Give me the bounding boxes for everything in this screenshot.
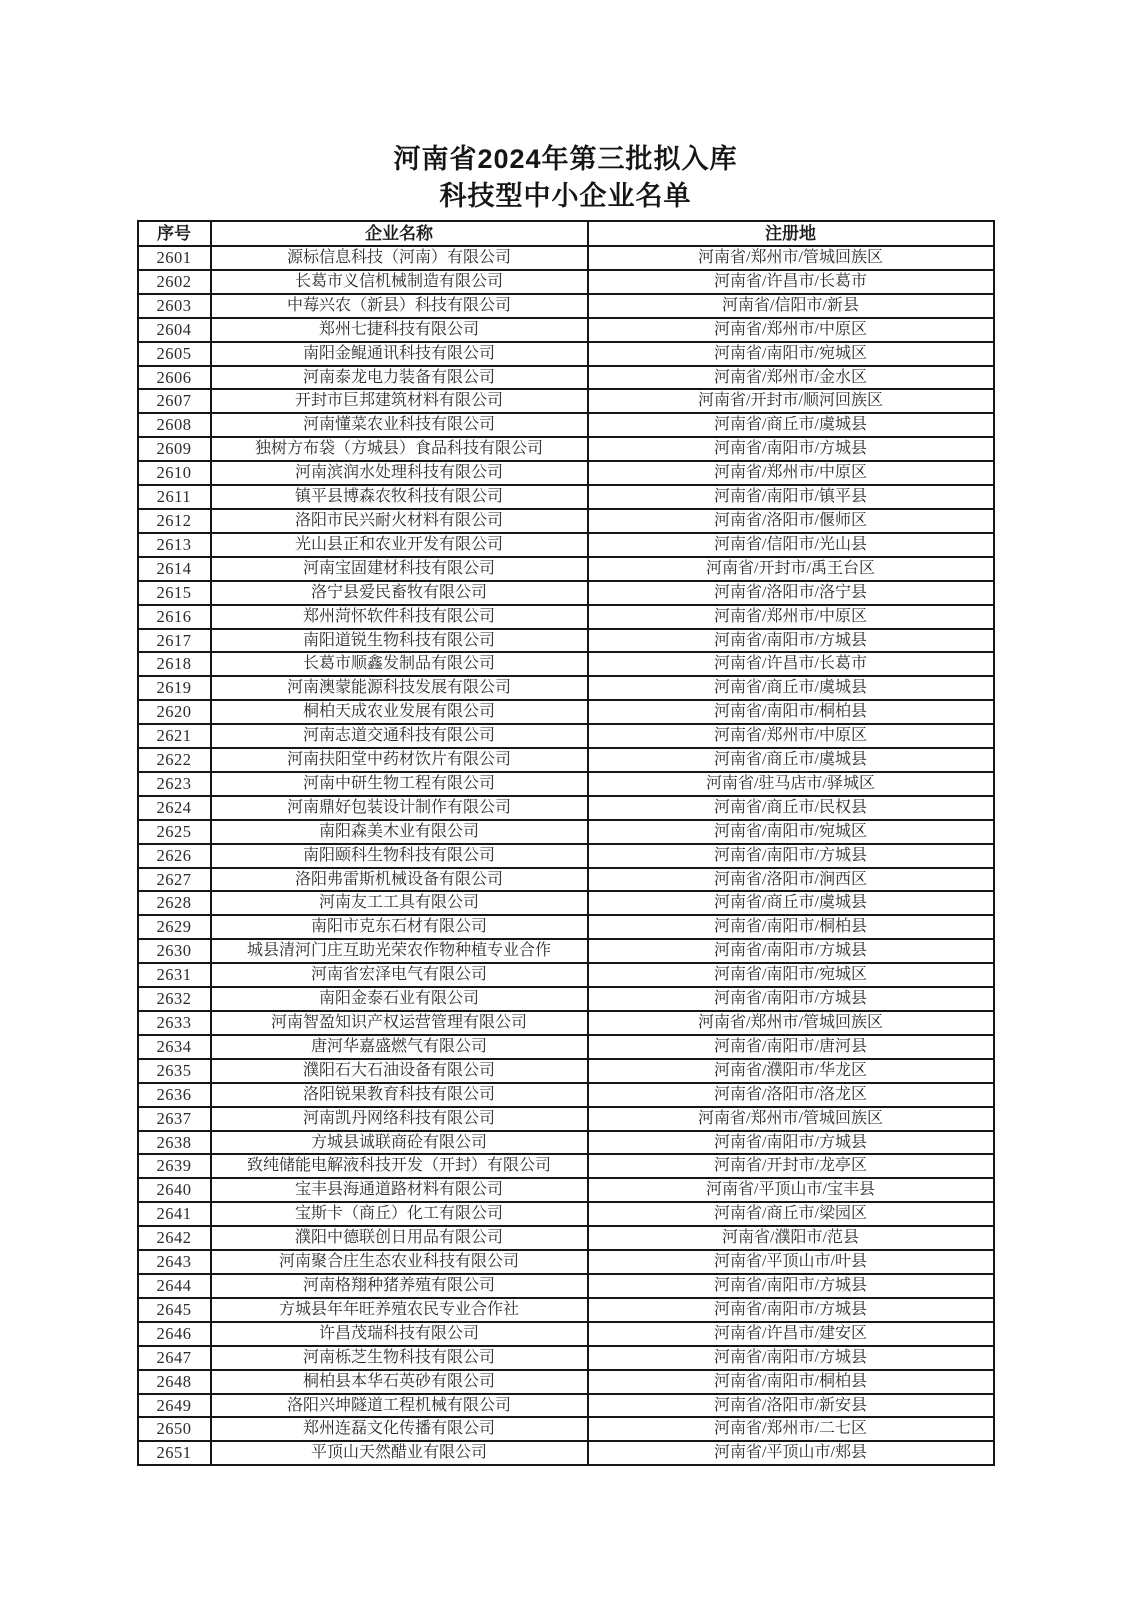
serial-number-cell: 2615: [138, 581, 211, 605]
registration-place-cell: 河南省/洛阳市/涧西区: [588, 868, 994, 892]
table-row: [138, 413, 994, 437]
serial-number-cell: 2648: [138, 1370, 211, 1394]
table-body: [138, 246, 994, 1465]
registration-place-cell: 河南省/南阳市/宛城区: [588, 963, 994, 987]
company-name-cell: 源标信息科技（河南）有限公司: [211, 246, 588, 270]
table-row: [138, 1346, 994, 1370]
registration-place-cell: 河南省/南阳市/方城县: [588, 1346, 994, 1370]
header-serial-number: 序号: [138, 221, 211, 246]
serial-number-cell: 2636: [138, 1083, 211, 1107]
serial-number-cell: 2641: [138, 1202, 211, 1226]
serial-number-cell: 2632: [138, 987, 211, 1011]
registration-place-cell: 河南省/商丘市/虞城县: [588, 748, 994, 772]
table-row: [138, 1274, 994, 1298]
registration-place-cell: 河南省/开封市/禹王台区: [588, 557, 994, 581]
serial-number-cell: 2625: [138, 820, 211, 844]
company-name-cell: 致纯储能电解液科技开发（开封）有限公司: [211, 1154, 588, 1178]
company-name-cell: 河南格翔种猪养殖有限公司: [211, 1274, 588, 1298]
registration-place-cell: 河南省/商丘市/虞城县: [588, 891, 994, 915]
company-name-cell: 中莓兴农（新县）科技有限公司: [211, 294, 588, 318]
company-name-cell: 南阳森美木业有限公司: [211, 820, 588, 844]
table-row: [138, 724, 994, 748]
table-row: [138, 1131, 994, 1155]
table-row: [138, 1178, 994, 1202]
registration-place-cell: 河南省/开封市/龙亭区: [588, 1154, 994, 1178]
serial-number-cell: 2637: [138, 1107, 211, 1131]
registration-place-cell: 河南省/濮阳市/华龙区: [588, 1059, 994, 1083]
table-row: [138, 246, 994, 270]
registration-place-cell: 河南省/驻马店市/驿城区: [588, 772, 994, 796]
serial-number-cell: 2613: [138, 533, 211, 557]
registration-place-cell: 河南省/洛阳市/偃师区: [588, 509, 994, 533]
serial-number-cell: 2620: [138, 700, 211, 724]
company-name-cell: 河南澳蒙能源科技发展有限公司: [211, 676, 588, 700]
registration-place-cell: 河南省/郑州市/中原区: [588, 605, 994, 629]
company-name-cell: 河南友工工具有限公司: [211, 891, 588, 915]
header-company-name: 企业名称: [211, 221, 588, 246]
serial-number-cell: 2650: [138, 1417, 211, 1441]
serial-number-cell: 2601: [138, 246, 211, 270]
registration-place-cell: 河南省/洛阳市/洛宁县: [588, 581, 994, 605]
table-row: [138, 318, 994, 342]
serial-number-cell: 2647: [138, 1346, 211, 1370]
serial-number-cell: 2603: [138, 294, 211, 318]
table-row: [138, 389, 994, 413]
registration-place-cell: 河南省/南阳市/宛城区: [588, 342, 994, 366]
table-row: [138, 700, 994, 724]
table-row: [138, 270, 994, 294]
serial-number-cell: 2609: [138, 437, 211, 461]
serial-number-cell: 2640: [138, 1178, 211, 1202]
registration-place-cell: 河南省/许昌市/长葛市: [588, 270, 994, 294]
table-row: [138, 748, 994, 772]
serial-number-cell: 2610: [138, 461, 211, 485]
registration-place-cell: 河南省/郑州市/中原区: [588, 724, 994, 748]
company-name-cell: 许昌茂瑞科技有限公司: [211, 1322, 588, 1346]
table-row: [138, 844, 994, 868]
company-name-cell: 方城县年年旺养殖农民专业合作社: [211, 1298, 588, 1322]
table-row: [138, 342, 994, 366]
table-row: [138, 366, 994, 390]
serial-number-cell: 2611: [138, 485, 211, 509]
table-header-row: [138, 221, 994, 246]
serial-number-cell: 2642: [138, 1226, 211, 1250]
company-name-cell: 平顶山天然醋业有限公司: [211, 1441, 588, 1465]
company-name-cell: 河南鼎好包装设计制作有限公司: [211, 796, 588, 820]
table-row: [138, 1202, 994, 1226]
registration-place-cell: 河南省/商丘市/虞城县: [588, 413, 994, 437]
serial-number-cell: 2606: [138, 366, 211, 390]
table-row: [138, 437, 994, 461]
serial-number-cell: 2643: [138, 1250, 211, 1274]
registration-place-cell: 河南省/濮阳市/范县: [588, 1226, 994, 1250]
serial-number-cell: 2631: [138, 963, 211, 987]
table-row: [138, 1417, 994, 1441]
table-row: [138, 605, 994, 629]
serial-number-cell: 2627: [138, 868, 211, 892]
company-name-cell: 濮阳石大石油设备有限公司: [211, 1059, 588, 1083]
table-row: [138, 461, 994, 485]
company-name-cell: 洛宁县爱民畜牧有限公司: [211, 581, 588, 605]
serial-number-cell: 2616: [138, 605, 211, 629]
company-name-cell: 镇平县博森农牧科技有限公司: [211, 485, 588, 509]
serial-number-cell: 2605: [138, 342, 211, 366]
company-name-cell: 河南志道交通科技有限公司: [211, 724, 588, 748]
registration-place-cell: 河南省/商丘市/虞城县: [588, 676, 994, 700]
company-name-cell: 方城县诚联商砼有限公司: [211, 1131, 588, 1155]
company-name-cell: 光山县正和农业开发有限公司: [211, 533, 588, 557]
serial-number-cell: 2608: [138, 413, 211, 437]
serial-number-cell: 2645: [138, 1298, 211, 1322]
company-name-cell: 南阳金鲲通讯科技有限公司: [211, 342, 588, 366]
table-row: [138, 1035, 994, 1059]
company-name-cell: 河南宝固建材科技有限公司: [211, 557, 588, 581]
table-row: [138, 1322, 994, 1346]
company-name-cell: 南阳颐科生物科技有限公司: [211, 844, 588, 868]
registration-place-cell: 河南省/平顶山市/宝丰县: [588, 1178, 994, 1202]
serial-number-cell: 2646: [138, 1322, 211, 1346]
registration-place-cell: 河南省/南阳市/方城县: [588, 987, 994, 1011]
table-row: [138, 820, 994, 844]
registration-place-cell: 河南省/南阳市/方城县: [588, 1274, 994, 1298]
registration-place-cell: 河南省/郑州市/金水区: [588, 366, 994, 390]
table-row: [138, 963, 994, 987]
table-row: [138, 1394, 994, 1418]
table-row: [138, 1083, 994, 1107]
document-title-line-1: 河南省2024年第三批拟入库: [393, 144, 738, 174]
company-name-cell: 濮阳中德联创日用品有限公司: [211, 1226, 588, 1250]
company-name-cell: 河南懂菜农业科技有限公司: [211, 413, 588, 437]
table-row: [138, 915, 994, 939]
serial-number-cell: 2623: [138, 772, 211, 796]
serial-number-cell: 2639: [138, 1154, 211, 1178]
registration-place-cell: 河南省/南阳市/方城县: [588, 844, 994, 868]
serial-number-cell: 2607: [138, 389, 211, 413]
registration-place-cell: 河南省/平顶山市/郏县: [588, 1441, 994, 1465]
registration-place-cell: 河南省/南阳市/方城县: [588, 1298, 994, 1322]
serial-number-cell: 2630: [138, 939, 211, 963]
table-row: [138, 1441, 994, 1465]
registration-place-cell: 河南省/南阳市/桐柏县: [588, 915, 994, 939]
table-row: [138, 485, 994, 509]
document-header: [0, 0, 1131, 215]
serial-number-cell: 2644: [138, 1274, 211, 1298]
registration-place-cell: 河南省/洛阳市/新安县: [588, 1394, 994, 1418]
registration-place-cell: 河南省/南阳市/桐柏县: [588, 1370, 994, 1394]
serial-number-cell: 2622: [138, 748, 211, 772]
registration-place-cell: 河南省/商丘市/梁园区: [588, 1202, 994, 1226]
table-row: [138, 533, 994, 557]
serial-number-cell: 2612: [138, 509, 211, 533]
registration-place-cell: 河南省/许昌市/建安区: [588, 1322, 994, 1346]
table-row: [138, 1250, 994, 1274]
registration-place-cell: 河南省/南阳市/方城县: [588, 437, 994, 461]
serial-number-cell: 2634: [138, 1035, 211, 1059]
serial-number-cell: 2638: [138, 1131, 211, 1155]
table-row: [138, 581, 994, 605]
company-name-cell: 唐河华嘉盛燃气有限公司: [211, 1035, 588, 1059]
table-row: [138, 1370, 994, 1394]
registration-place-cell: 河南省/郑州市/二七区: [588, 1417, 994, 1441]
table-row: [138, 557, 994, 581]
company-name-cell: 宝斯卡（商丘）化工有限公司: [211, 1202, 588, 1226]
serial-number-cell: 2649: [138, 1394, 211, 1418]
registration-place-cell: 河南省/南阳市/宛城区: [588, 820, 994, 844]
registration-place-cell: 河南省/平顶山市/叶县: [588, 1250, 994, 1274]
company-name-cell: 河南栎芝生物科技有限公司: [211, 1346, 588, 1370]
registration-place-cell: 河南省/许昌市/长葛市: [588, 652, 994, 676]
company-name-cell: 南阳道锐生物科技有限公司: [211, 629, 588, 653]
registration-place-cell: 河南省/信阳市/光山县: [588, 533, 994, 557]
registration-place-cell: 河南省/洛阳市/洛龙区: [588, 1083, 994, 1107]
registration-place-cell: 河南省/南阳市/方城县: [588, 629, 994, 653]
serial-number-cell: 2626: [138, 844, 211, 868]
company-name-cell: 长葛市顺鑫发制品有限公司: [211, 652, 588, 676]
company-name-cell: 洛阳弗雷斯机械设备有限公司: [211, 868, 588, 892]
table-row: [138, 1011, 994, 1035]
registration-place-cell: 河南省/南阳市/镇平县: [588, 485, 994, 509]
company-name-cell: 河南滨润水处理科技有限公司: [211, 461, 588, 485]
table-row: [138, 676, 994, 700]
company-name-cell: 宝丰县海通道路材料有限公司: [211, 1178, 588, 1202]
company-name-cell: 独树方布袋（方城县）食品科技有限公司: [211, 437, 588, 461]
registration-place-cell: 河南省/南阳市/桐柏县: [588, 700, 994, 724]
registration-place-cell: 河南省/商丘市/民权县: [588, 796, 994, 820]
header-registration-place: 注册地: [588, 221, 994, 246]
serial-number-cell: 2602: [138, 270, 211, 294]
serial-number-cell: 2633: [138, 1011, 211, 1035]
company-name-cell: 南阳金泰石业有限公司: [211, 987, 588, 1011]
company-name-cell: 南阳市克东石材有限公司: [211, 915, 588, 939]
serial-number-cell: 2617: [138, 629, 211, 653]
serial-number-cell: 2651: [138, 1441, 211, 1465]
registration-place-cell: 河南省/南阳市/方城县: [588, 1131, 994, 1155]
table-row: [138, 796, 994, 820]
table-row: [138, 772, 994, 796]
table-row: [138, 939, 994, 963]
serial-number-cell: 2624: [138, 796, 211, 820]
company-name-cell: 河南省宏泽电气有限公司: [211, 963, 588, 987]
company-name-cell: 洛阳兴坤隧道工程机械有限公司: [211, 1394, 588, 1418]
company-name-cell: 河南聚合庄生态农业科技有限公司: [211, 1250, 588, 1274]
registration-place-cell: 河南省/郑州市/管城回族区: [588, 1107, 994, 1131]
registration-place-cell: 河南省/南阳市/方城县: [588, 939, 994, 963]
serial-number-cell: 2619: [138, 676, 211, 700]
company-name-cell: 开封市巨邦建筑材料有限公司: [211, 389, 588, 413]
document-title-line-2: 科技型中小企业名单: [439, 181, 692, 211]
table-row: [138, 1154, 994, 1178]
company-list-table: [137, 220, 995, 1466]
table-row: [138, 868, 994, 892]
company-name-cell: 桐柏天成农业发展有限公司: [211, 700, 588, 724]
registration-place-cell: 河南省/郑州市/中原区: [588, 461, 994, 485]
company-name-cell: 郑州七捷科技有限公司: [211, 318, 588, 342]
table-row: [138, 509, 994, 533]
registration-place-cell: 河南省/郑州市/管城回族区: [588, 246, 994, 270]
serial-number-cell: 2635: [138, 1059, 211, 1083]
serial-number-cell: 2618: [138, 652, 211, 676]
company-name-cell: 郑州连磊文化传播有限公司: [211, 1417, 588, 1441]
company-name-cell: 长葛市义信机械制造有限公司: [211, 270, 588, 294]
table-row: [138, 294, 994, 318]
company-name-cell: 河南中研生物工程有限公司: [211, 772, 588, 796]
company-name-cell: 郑州菏怀软件科技有限公司: [211, 605, 588, 629]
table-row: [138, 1107, 994, 1131]
serial-number-cell: 2604: [138, 318, 211, 342]
company-name-cell: 洛阳锐果教育科技有限公司: [211, 1083, 588, 1107]
company-name-cell: 桐柏县本华石英砂有限公司: [211, 1370, 588, 1394]
serial-number-cell: 2628: [138, 891, 211, 915]
registration-place-cell: 河南省/郑州市/管城回族区: [588, 1011, 994, 1035]
table-row: [138, 1059, 994, 1083]
company-name-cell: 河南智盈知识产权运营管理有限公司: [211, 1011, 588, 1035]
table-row: [138, 1298, 994, 1322]
registration-place-cell: 河南省/开封市/顺河回族区: [588, 389, 994, 413]
company-name-cell: 河南凯丹网络科技有限公司: [211, 1107, 588, 1131]
table-row: [138, 629, 994, 653]
table-row: [138, 891, 994, 915]
serial-number-cell: 2614: [138, 557, 211, 581]
serial-number-cell: 2621: [138, 724, 211, 748]
table-row: [138, 1226, 994, 1250]
registration-place-cell: 河南省/信阳市/新县: [588, 294, 994, 318]
company-name-cell: 河南扶阳堂中药材饮片有限公司: [211, 748, 588, 772]
company-name-cell: 城县清河门庄互助光荣农作物种植专业合作: [211, 939, 588, 963]
table-row: [138, 652, 994, 676]
company-name-cell: 河南泰龙电力装备有限公司: [211, 366, 588, 390]
registration-place-cell: 河南省/郑州市/中原区: [588, 318, 994, 342]
table-row: [138, 987, 994, 1011]
registration-place-cell: 河南省/南阳市/唐河县: [588, 1035, 994, 1059]
serial-number-cell: 2629: [138, 915, 211, 939]
company-name-cell: 洛阳市民兴耐火材料有限公司: [211, 509, 588, 533]
